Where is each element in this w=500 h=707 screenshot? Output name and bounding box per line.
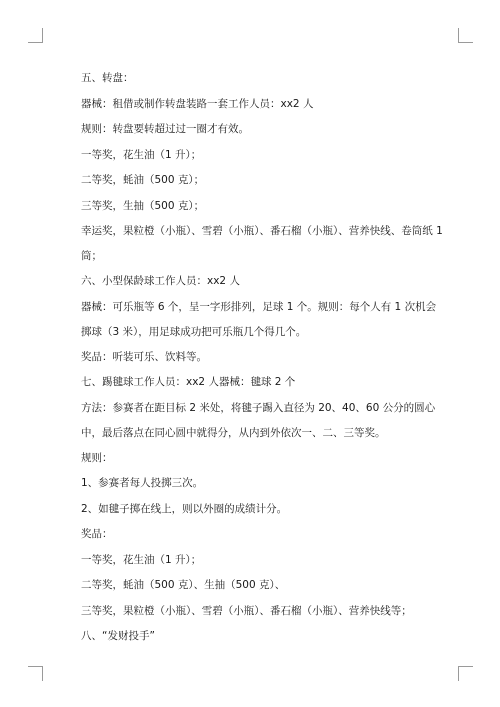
paragraph-rules: 规则：转盘要转超过过一圈才有效。 — [81, 123, 249, 135]
paragraph-shuttlecock-method: 方法：参赛者在距目标 2 米处，将毽子踢入直径为 20、40、60 公分的圆心中，最后落点在同心圆中就得分，从内到外依次一、二、三等奖。 — [81, 401, 436, 439]
paragraph-rule-1: 1、参赛者每人投掷三次。 — [81, 477, 204, 489]
paragraph-second-prize: 二等奖，蚝油（500 克）； — [81, 174, 205, 186]
crop-mark-bottom-right — [458, 666, 473, 681]
crop-mark-top-right — [458, 28, 473, 43]
document-body — [81, 66, 443, 650]
section-heading-shuttlecock: 七、踢毽球工作人员：xx2 人器械：毽球 2 个 — [81, 376, 296, 388]
paragraph-prizes-heading: 奖品： — [81, 528, 113, 540]
crop-mark-top-left — [28, 28, 43, 43]
paragraph-bowling-equipment-rules: 器械：可乐瓶等 6 个，呈一字形排列，足球 1 个。规则：每个人有 1 次机会掷球（3 米），用足球成功把可乐瓶几个得几个。 — [81, 300, 437, 338]
paragraph-third-prize: 三等奖，生抽（500 克）； — [81, 199, 205, 212]
paragraph-second-prize-2: 二等奖，蚝油（500 克）、生抽（500 克）、 — [81, 579, 286, 591]
paragraph-equipment: 器械：租借或制作转盘装路一套工作人员：xx2 人 — [81, 97, 314, 110]
paragraph-bowling-prizes: 奖品：听装可乐、饮料等。 — [81, 350, 207, 363]
paragraph-third-prize-2: 三等奖，果粒橙（小瓶）、雪碧（小瓶）、番石榴（小瓶）、营养快线等； — [81, 604, 412, 617]
paragraph-first-prize-2: 一等奖，花生油（1 升）； — [81, 553, 202, 566]
section-heading-lucky-thrower: 八、“发财投手” — [81, 630, 155, 642]
paragraph-lucky-prize: 幸运奖，果粒橙（小瓶）、雪碧（小瓶）、番石榴（小瓶）、营养快线、卷筒纸 1 筒； — [81, 225, 443, 262]
section-heading-bowling: 六、小型保龄球工作人员：xx2 人 — [81, 275, 240, 287]
paragraph-shuttlecock-rules-heading: 规则： — [81, 451, 113, 464]
paragraph-rule-2: 2、如毽子掷在线上，则以外圈的成绩计分。 — [81, 502, 288, 515]
crop-mark-bottom-left — [28, 666, 43, 681]
section-heading-turntable: 五、转盘： — [81, 72, 134, 84]
paragraph-first-prize: 一等奖，花生油（1 升）； — [81, 148, 202, 161]
